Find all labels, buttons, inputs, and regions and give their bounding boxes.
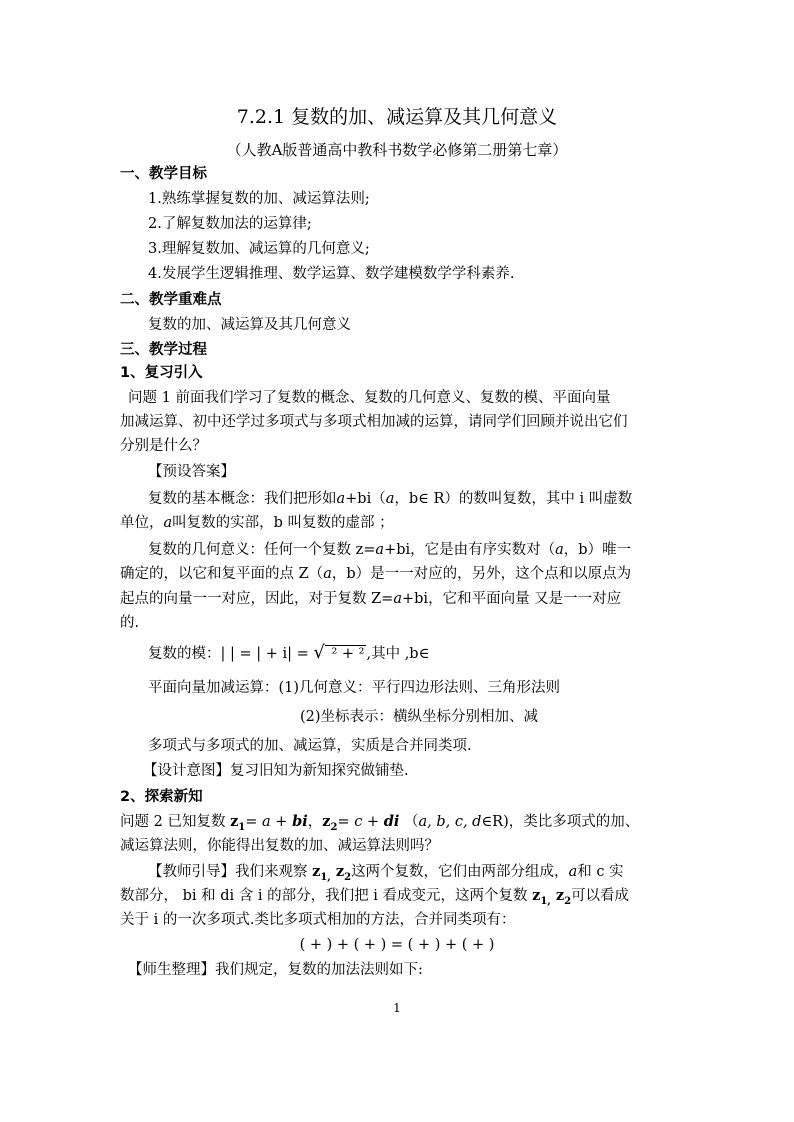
summary-line: 【师生整理】我们规定，复数的加法法则如下:	[128, 962, 423, 978]
q2-plus1: +	[270, 814, 293, 830]
concept-line-1-mid: +bi（	[345, 491, 386, 507]
var-a: a	[555, 542, 564, 558]
objective-item-1: 1.熟练掌握复数的加、减运算法则;	[148, 191, 370, 207]
addition-formula: ( + ) + ( + ) = ( + ) + ( + )	[299, 937, 495, 953]
var-z1: z	[532, 887, 541, 904]
var-z1: z	[230, 813, 239, 830]
teacher-guide-line-3: 关于 i 的一次多项式.类比多项式相加的方法，合并同类项有：	[120, 912, 516, 928]
subscript-2: 2	[344, 871, 352, 883]
sqrt-symbol: √	[313, 642, 325, 663]
q2-set: （	[399, 814, 419, 830]
question-2-line-2: 减运算法则，你能得出复数的加、减运算法则吗？	[120, 838, 439, 854]
subscript-1: 1	[238, 821, 246, 833]
polynomial-line: 多项式与多项式的加、减运算，实质是合并同类项.	[148, 738, 472, 754]
q2-post: ∈R)，类比多项式的加、	[481, 814, 640, 830]
geometry-line-2	[120, 564, 631, 584]
tg1-pre: 【教师引导】我们来观察	[148, 864, 313, 880]
concept-line-1	[148, 489, 632, 509]
var-a: a	[568, 864, 578, 880]
var-a: a	[385, 491, 395, 507]
design-intent: 【设计意图】复习旧知为新知探究做铺垫.	[143, 763, 409, 779]
geometry-line-2-pre: 确定的，以它和复平面的点 Z（	[120, 566, 324, 582]
vars-bcd: , b, c, d	[427, 814, 482, 830]
page-number: 1	[393, 1001, 401, 1015]
subscript-1: 1,	[540, 895, 551, 907]
var-bi: bi	[292, 813, 308, 830]
q2-eq2: =	[337, 814, 355, 830]
concept-line-1-post: ，b∈ R）的数叫复数，其中 i 叫虚数	[394, 491, 633, 507]
subscript-2: 2	[564, 895, 572, 907]
tg2-pre: 数部分， bi 和 di 含 i 的部分，我们把 i 看成变元，这两个复数	[120, 888, 533, 904]
sqrt-radicand: ² + ²	[326, 646, 365, 662]
q2-eq1: =	[245, 814, 263, 830]
concept-line-2	[120, 513, 394, 533]
geometry-line-1-mid: +bi，它是由有序实数对（	[384, 542, 556, 558]
vector-ops-line-2: (2)坐标表示：横纵坐标分别相加、减	[300, 709, 539, 725]
q2-comma: ，	[307, 814, 323, 830]
objective-item-3: 3.理解复数加、减运算的几何意义;	[148, 241, 370, 257]
section-heading-objectives: 一、教学目标	[120, 166, 207, 182]
objective-item-2: 2.了解复数加法的运算律;	[148, 216, 312, 232]
geometry-line-3-post: +bi，它和平面向量 又是一一对应	[402, 591, 622, 607]
var-z2: z	[330, 863, 345, 880]
tg1-post: 和 c 实	[577, 864, 624, 880]
var-z1: z	[312, 863, 321, 880]
tg1-mid: 这两个复数，它们由两部分组成，	[351, 864, 569, 880]
objective-item-4: 4.发展学生逻辑推理、数学运算、数学建模数学学科素养.	[148, 266, 515, 282]
tg2-post: 可以看成	[571, 888, 630, 904]
var-z2: z	[550, 887, 565, 904]
var-a: a	[418, 814, 428, 830]
question-1-line-1: 问题 1 前面我们学习了复数的概念、复数的几何意义、复数的模、平面向量	[128, 390, 611, 406]
modulus-line	[148, 643, 429, 664]
geometry-line-3-pre: 起点的向量一一对应，因此，对于复数 Z=	[120, 591, 394, 607]
teacher-guide-line-2	[120, 886, 629, 912]
var-a: a	[262, 814, 271, 830]
geometry-line-3	[120, 589, 621, 609]
var-a: a	[323, 566, 332, 582]
var-a: a	[163, 515, 173, 531]
var-c: c	[354, 814, 363, 830]
page-title: 7.2.1 复数的加、减运算及其几何意义	[236, 106, 558, 128]
var-a: a	[393, 591, 402, 607]
var-a: a	[336, 491, 346, 507]
concept-line-1-pre: 复数的基本概念：我们把形如	[148, 491, 337, 507]
section-heading-process: 三、教学过程	[120, 342, 207, 358]
preset-answer-tag: 【预设答案】	[148, 464, 235, 480]
concept-line-2-post: 叫复数的实部，b 叫复数的虚部 ；	[172, 515, 394, 531]
geometry-line-2-post: ，b）是一一对应的，另外，这个点和以原点为	[331, 566, 632, 582]
geometry-line-1-post: ，b）唯一	[563, 542, 632, 558]
subscript-2: 2	[330, 821, 338, 833]
question-1-line-3: 分别是什么？	[120, 438, 207, 454]
subsection-review: 1、复习引入	[120, 365, 203, 381]
keypoint-text: 复数的加、减运算及其几何意义	[148, 317, 351, 333]
q2-pre: 问题 2 已知复数	[120, 814, 231, 830]
var-a: a	[375, 542, 385, 558]
modulus-pre: 复数的模：| | = | + i| =	[148, 646, 314, 662]
var-z2: z	[322, 813, 331, 830]
q2-plus2: +	[362, 814, 384, 830]
vector-ops-line-1: 平面向量加减运算：(1)几何意义：平行四边形法则、三角形法则	[148, 680, 561, 696]
modulus-post: ,其中 ,b∈	[366, 646, 430, 662]
var-di: di	[383, 813, 400, 830]
page-subtitle: （人教A版普通高中教科书数学必修第二册第七章）	[226, 141, 568, 159]
section-heading-keypoints: 二、教学重难点	[120, 292, 222, 308]
geometry-line-1-pre: 复数的几何意义：任何一个复数 z=	[148, 542, 376, 558]
concept-line-2-pre: 单位，	[120, 515, 164, 531]
teacher-guide-line-1	[148, 862, 624, 888]
subscript-1: 1,	[320, 871, 331, 883]
question-1-line-2: 加减运算、初中还学过多项式与多项式相加减的运算，请同学们回顾并说出它们	[120, 414, 628, 430]
subsection-explore: 2、探索新知	[120, 789, 203, 805]
question-2-line-1	[120, 812, 639, 838]
geometry-line-4: 的.	[120, 615, 140, 631]
geometry-line-1	[148, 540, 631, 560]
